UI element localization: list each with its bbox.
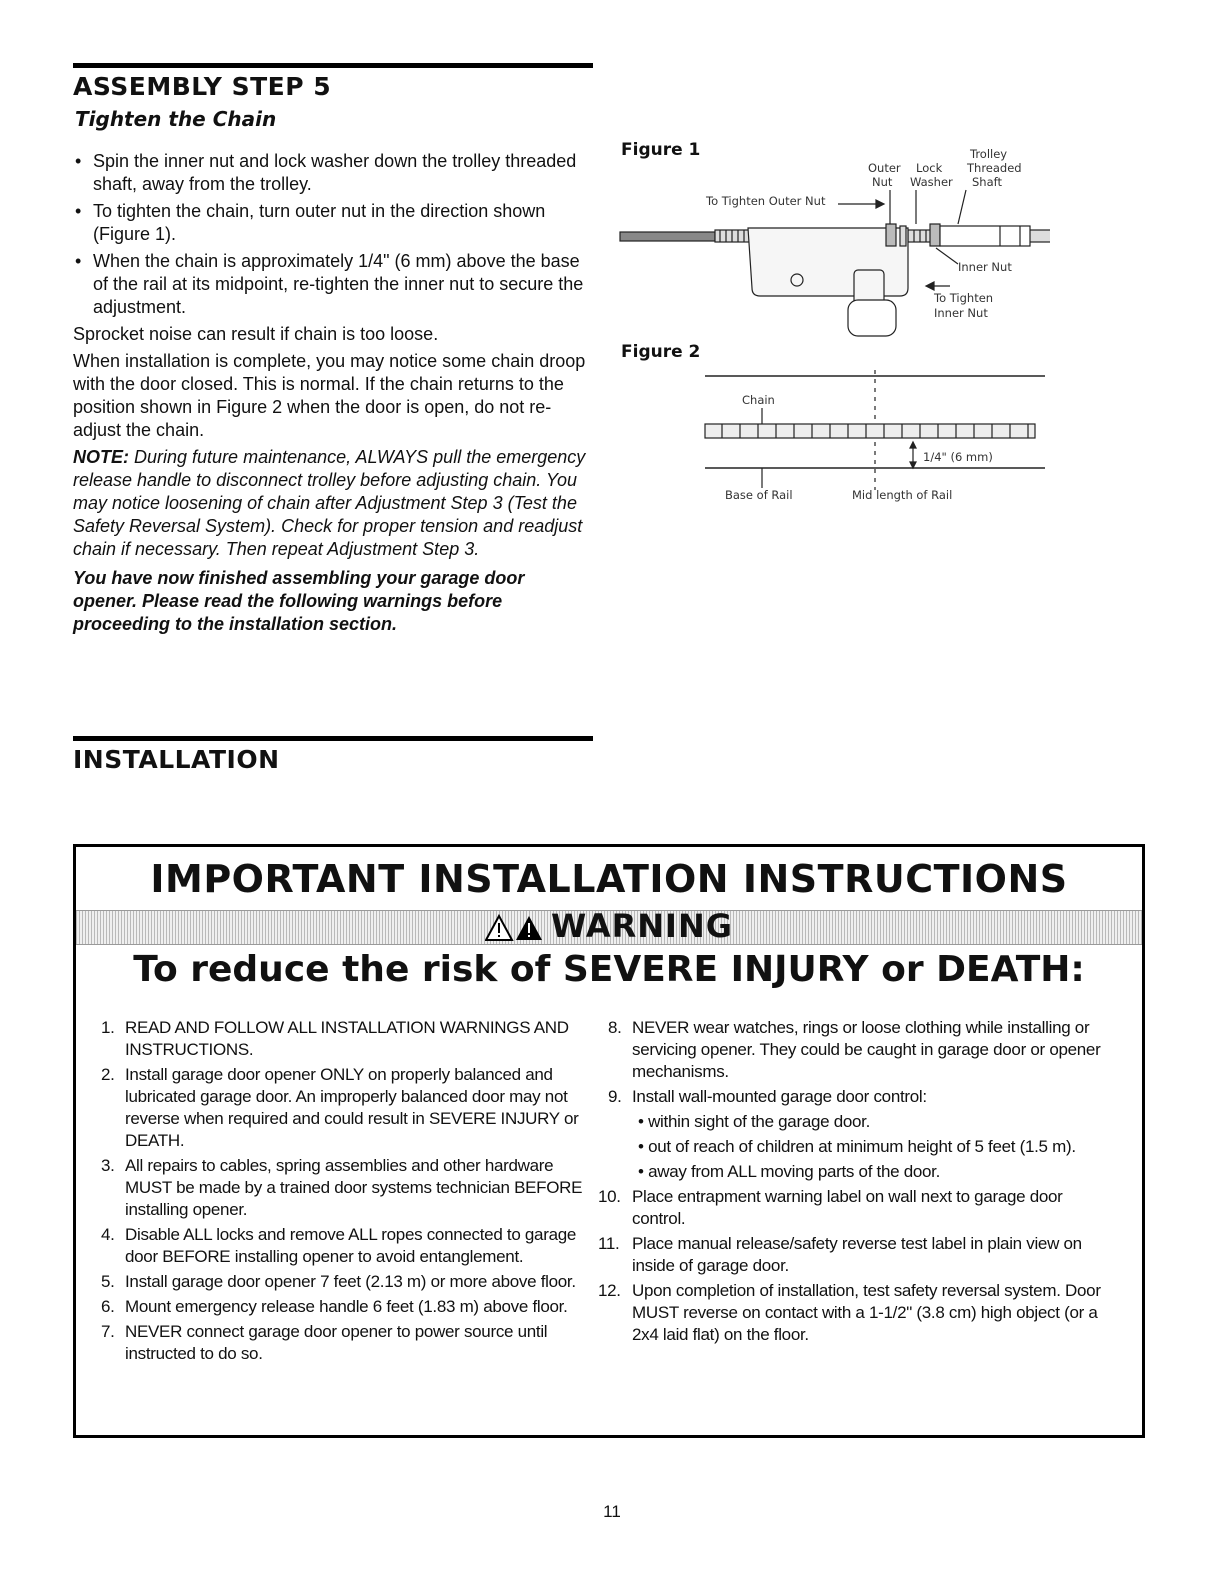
list-item: • To tighten the chain, turn outer nut in the direction shown (Figure 1). <box>73 200 593 246</box>
item-number: 4. <box>101 1225 115 1244</box>
callout-to-tighten: To Tighten <box>934 291 994 305</box>
item-text: NEVER wear watches, rings or loose clothing while installing or servicing opener. They could be caught in garage door or opener mechanisms. <box>632 1018 1101 1081</box>
item-number: 2. <box>101 1065 115 1084</box>
bullet-list <box>73 150 593 319</box>
list-item <box>598 1186 1108 1230</box>
item-number: 3. <box>101 1156 115 1175</box>
warning-banner <box>76 907 1142 945</box>
release-handle <box>848 300 896 336</box>
note <box>73 446 593 561</box>
item-text: READ AND FOLLOW ALL INSTALLATION WARNINGS AND INSTRUCTIONS. <box>125 1018 569 1059</box>
item-text: All repairs to cables, spring assemblies and other hardware MUST be made by a trained door systems technician BEFORE installing opener. <box>125 1156 583 1219</box>
callout-outer: Outer <box>868 161 901 175</box>
sub-item: • within sight of the garage door. <box>638 1112 871 1131</box>
item-number: 8. <box>608 1018 622 1037</box>
list-item <box>101 1321 601 1365</box>
callout-mid: Mid length of Rail <box>852 488 953 502</box>
section-rule <box>73 736 593 741</box>
outer-nut <box>886 224 896 246</box>
lock-washer <box>900 226 906 246</box>
list-item <box>608 1086 1108 1183</box>
list-item: • When the chain is approximately 1/4" (6 mm) above the base of the rail at its midpoint, re-tighten the inner nut to secure the adjustment. <box>73 250 593 319</box>
figure-1-label: Figure 1 <box>621 140 701 160</box>
callout-measure: 1/4" (6 mm) <box>923 450 993 464</box>
callout-inner-nut-2: Inner Nut <box>934 306 988 320</box>
callout-nut: Nut <box>872 175 893 189</box>
sub-item-text: away from ALL moving parts of the door. <box>648 1162 941 1181</box>
callout-washer: Washer <box>910 175 953 189</box>
sub-item: • out of reach of children at minimum height of 5 feet (1.5 m). <box>638 1137 1076 1156</box>
list-item <box>598 1280 1108 1346</box>
item-text: Place manual release/safety reverse test label in plain view on inside of garage door. <box>632 1234 1082 1275</box>
callout-chain: Chain <box>742 393 775 407</box>
finish-statement: You have now finished assembling your garage door opener. Please read the following warnings before proceeding to the installation section. <box>73 568 525 634</box>
sub-item-text: within sight of the garage door. <box>648 1112 871 1131</box>
warning-subtitle: To reduce the risk of SEVERE INJURY or DEATH: <box>133 949 1085 990</box>
item-number: 11. <box>598 1234 620 1253</box>
warning-list-left <box>101 1017 601 1368</box>
list-item <box>608 1017 1108 1083</box>
figure-2-label: Figure 2 <box>621 342 701 362</box>
figure-1-diagram <box>610 140 1050 350</box>
chain-segment <box>620 232 715 241</box>
item-number: 1. <box>101 1018 115 1037</box>
list-item <box>101 1155 601 1221</box>
item-text: NEVER connect garage door opener to power source until instructed to do so. <box>125 1322 548 1363</box>
item-number: 7. <box>101 1322 115 1341</box>
list-item <box>101 1017 601 1061</box>
warning-banner-content <box>76 907 1142 945</box>
item-text: Mount emergency release handle 6 feet (1.83 m) above floor. <box>125 1297 568 1316</box>
chain-bar <box>705 424 1035 438</box>
installation-heading: INSTALLATION <box>73 745 280 774</box>
paragraph: When installation is complete, you may notice some chain droop with the door closed. This is normal. If the chain returns to the position shown in Figure 2 when the door is open, do not re-adjust the chain. <box>73 351 586 440</box>
page-number: 11 <box>603 1502 621 1521</box>
warning-banner-label: WARNING <box>551 907 733 945</box>
list-item <box>101 1224 601 1268</box>
warning-title: IMPORTANT INSTALLATION INSTRUCTIONS <box>150 857 1068 901</box>
list-item <box>598 1233 1108 1277</box>
warning-list-right <box>598 1017 1108 1349</box>
item-text: Place entrapment warning label on wall next to garage door control. <box>632 1187 1063 1228</box>
callout-threaded: Threaded <box>967 161 1022 175</box>
item-number: 6. <box>101 1297 115 1316</box>
warning-triangle-icon <box>485 913 543 943</box>
item-number: 9. <box>608 1087 622 1106</box>
callout-lock: Lock <box>916 161 943 175</box>
warning-box <box>73 844 1145 1438</box>
list-item <box>101 1064 601 1152</box>
callout-to-tighten-outer: To Tighten Outer Nut <box>706 194 826 208</box>
figure-2-diagram <box>700 368 1045 508</box>
callout-shaft: Shaft <box>972 175 1002 189</box>
item-number: 12. <box>598 1281 621 1300</box>
callout-base: Base of Rail <box>725 488 793 502</box>
item-text: Disable ALL locks and remove ALL ropes connected to garage door BEFORE installing opener to avoid entanglement. <box>125 1225 577 1266</box>
item-text: Install garage door opener ONLY on properly balanced and lubricated garage door. An improperly balanced door may not reverse when required and could result in SEVERE INJURY or DEATH. <box>125 1065 579 1150</box>
item-text: Install garage door opener 7 feet (2.13 m) or more above floor. <box>125 1272 576 1291</box>
sub-item-text: out of reach of children at minimum height of 5 feet (1.5 m). <box>648 1137 1076 1156</box>
note-label: NOTE: <box>73 447 129 467</box>
list-item <box>101 1296 601 1318</box>
item-text: Install wall-mounted garage door control: <box>632 1087 927 1106</box>
assembly-body <box>73 150 593 636</box>
paragraph: Sprocket noise can result if chain is too loose. <box>73 324 439 344</box>
callout-inner-nut: Inner Nut <box>958 260 1012 274</box>
item-number: 5. <box>101 1272 115 1291</box>
list-item <box>101 1271 601 1293</box>
rail-end <box>940 226 1030 246</box>
section-rule <box>73 63 593 68</box>
sub-item: • away from ALL moving parts of the door. <box>638 1162 941 1181</box>
note-text: During future maintenance, ALWAYS pull the emergency release handle to disconnect trolley before adjusting chain. You may notice loosening of chain after Adjustment Step 3 (Test the Safety Reversal System). Check for proper tension and readjust chain if necessary. Then repeat Adjustment Step 3. <box>73 447 586 559</box>
item-text: Upon completion of installation, test safety reversal system. Door MUST reverse on contact with a 1-1/2" (3.8 cm) high object (or a 2x4 laid flat) on the floor. <box>632 1281 1101 1344</box>
list-item: • Spin the inner nut and lock washer down the trolley threaded shaft, away from the trolley. <box>73 150 593 196</box>
section-heading: ASSEMBLY STEP 5 <box>73 72 332 101</box>
section-subheading: Tighten the Chain <box>75 107 277 131</box>
inner-nut <box>930 224 940 246</box>
callout-trolley: Trolley <box>970 147 1008 161</box>
item-number: 10. <box>598 1187 621 1206</box>
